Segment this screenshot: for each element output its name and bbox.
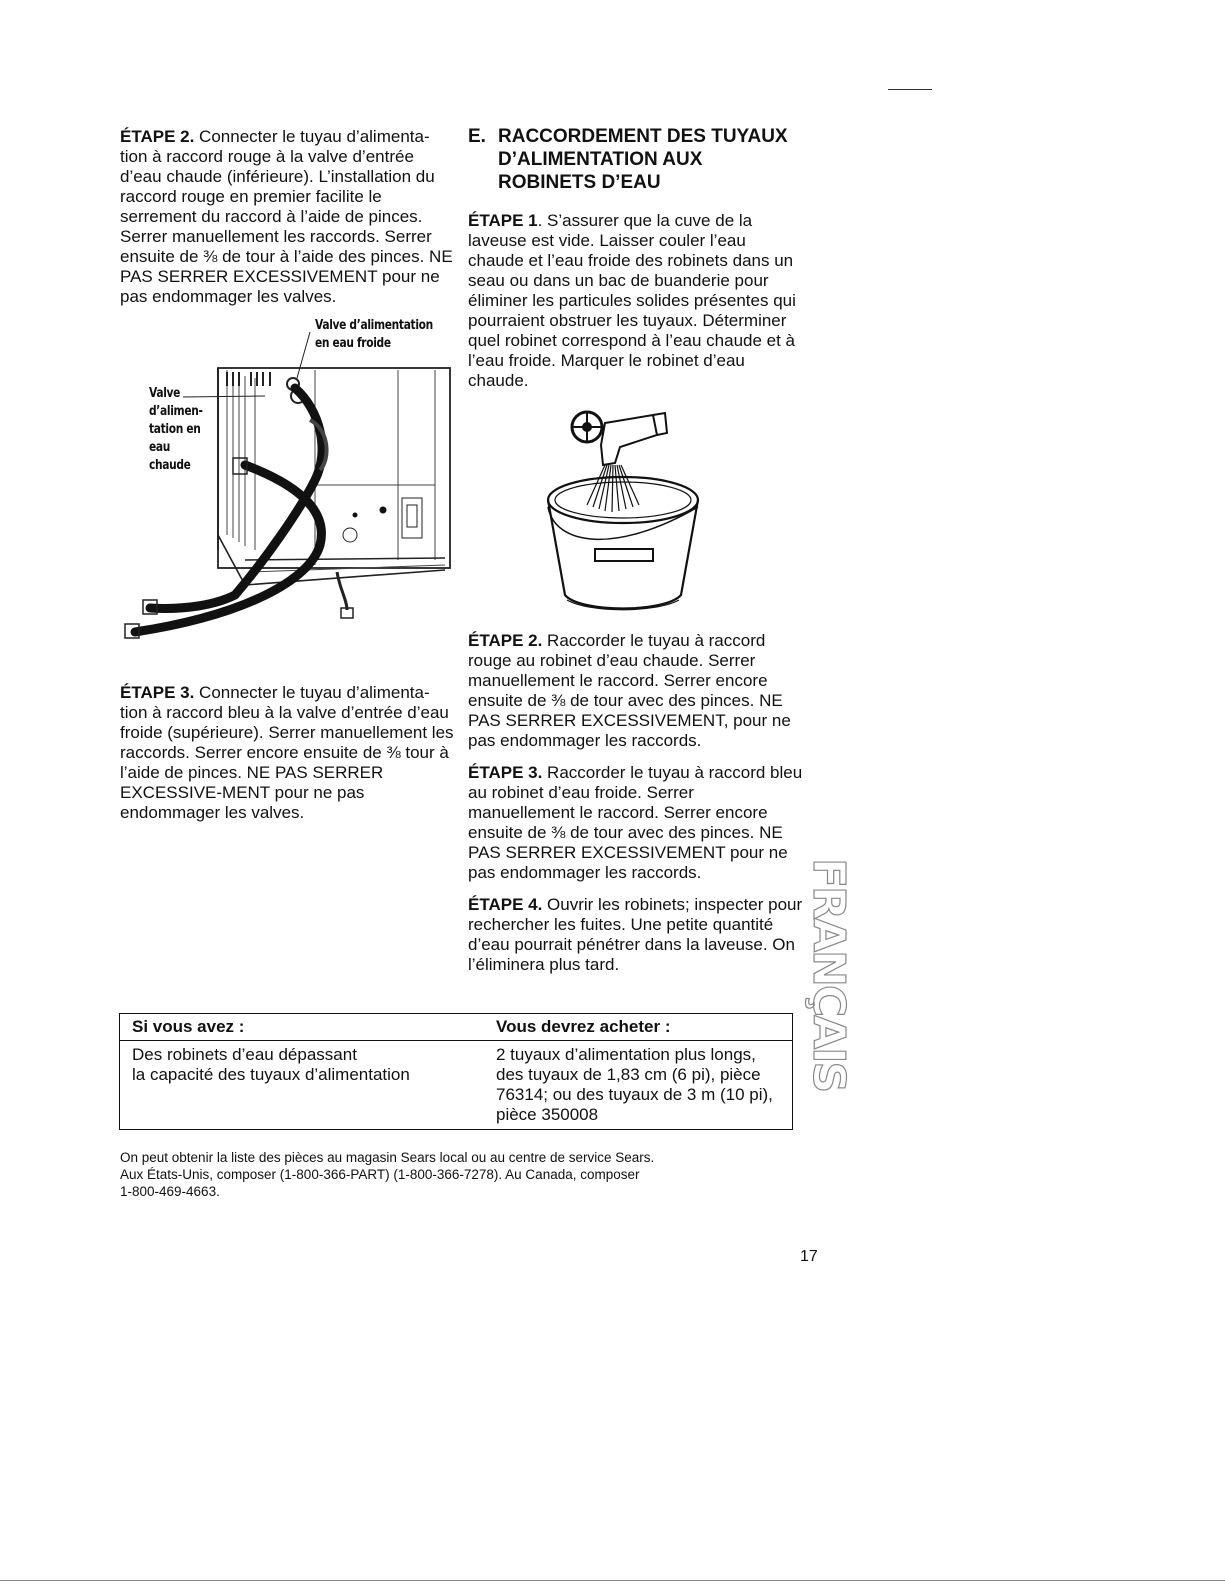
parts-footnote (120, 1149, 800, 1200)
section-heading-letter: E. (468, 126, 486, 147)
left-step2-label: ÉTAPE 2. (120, 127, 195, 146)
parts-table (120, 1014, 792, 1129)
parts-table-header-row (120, 1014, 792, 1041)
label-hot-valve-line2: d’alimen- (149, 404, 203, 419)
right-step3-text: Raccorder le tuyau à raccord bleu au robinet d’eau froide. Serrer manuellement le raccord. Serrer encore ensuite de ⅜ de tour avec des pinces. NE PAS SERRER EXCESSIVEMENT pour ne pas endommager les raccords. (468, 763, 803, 882)
washer-hoses-illustration (115, 310, 460, 645)
parts-table-header-have: Si vous avez : (120, 1014, 484, 1041)
section-heading-line3: ROBINETS D’EAU (498, 172, 661, 193)
right-step4-label: ÉTAPE 4. (468, 895, 543, 914)
top-rule (888, 89, 932, 90)
label-hot-valve-line1: Valve (149, 386, 181, 401)
parts-table-buy-line4: pièce 350008 (496, 1105, 599, 1124)
table-row (120, 1041, 792, 1130)
faucet-bucket-illustration (535, 395, 715, 620)
right-column (468, 125, 803, 403)
right-step3-label: ÉTAPE 3. (468, 763, 543, 782)
right-step1-label: ÉTAPE 1 (468, 211, 538, 230)
language-side-tab: FRANÇAIS (803, 858, 854, 1092)
parts-table-cell-have (120, 1041, 484, 1130)
label-cold-valve-line1: Valve d’alimentation (315, 318, 433, 333)
left-column (120, 127, 455, 319)
label-hot-valve-line3: tation en (149, 422, 201, 437)
right-step1-text: . S’assurer que la cuve de la laveuse est vide. Laisser couler l’eau chaude et l’eau froide des robinets dans un seau ou dans un bac de buanderie pour éliminer les particules solides présentes qui pourraient obstruer les tuyaux. Déterminer quel robinet correspond à l’eau chaude et à l’eau froide. Marquer le robinet d’eau chaude. (468, 211, 796, 390)
parts-table-have-line2: la capacité des tuyaux d’alimentation (132, 1065, 410, 1084)
footnote-line2: Aux États-Unis, composer (1-800-366-PART) (1-800-366-7278). Au Canada, composer (120, 1167, 640, 1182)
right-step2-label: ÉTAPE 2. (468, 631, 543, 650)
parts-table-buy-line3: 76314; ou des tuyaux de 3 m (10 pi), (496, 1085, 773, 1104)
footnote-line3: 1-800-469-4663. (120, 1184, 220, 1199)
washer-figure (115, 310, 460, 645)
label-cold-valve-line2: en eau froide (315, 336, 391, 351)
parts-table-buy-line1: 2 tuyaux d’alimentation plus longs, (496, 1045, 756, 1064)
label-hot-valve-line5: chaude (149, 458, 191, 473)
right-step3 (468, 763, 803, 883)
section-heading (468, 125, 803, 194)
right-step4 (468, 895, 803, 975)
bucket-figure (535, 395, 715, 620)
page-number: 17 (800, 1248, 818, 1265)
right-step1 (468, 211, 803, 391)
left-column-lower (120, 683, 455, 835)
parts-table-cell-buy (484, 1041, 792, 1130)
left-step3-label: ÉTAPE 3. (120, 683, 195, 702)
label-hot-valve-line4: eau (149, 440, 171, 455)
right-column-lower (468, 631, 803, 987)
section-heading-line1: RACCORDEMENT DES TUYAUX (498, 126, 788, 147)
parts-table-box (119, 1013, 793, 1130)
parts-table-header-buy: Vous devrez acheter : (484, 1014, 792, 1041)
parts-table-buy-line2: des tuyaux de 1,83 cm (6 pi), pièce (496, 1065, 761, 1084)
right-step2 (468, 631, 803, 751)
left-step2-text: Connecter le tuyau d’alimenta-tion à raccord rouge à la valve d’entrée d’eau chaude (inférieure). L’installation du raccord rouge en premier facilite le serrement du raccord à l’aide de pinces. Serrer manuellement les raccords. Serrer ensuite de ⅜ de tour à l’aide des pinces. NE PAS SERRER EXCESSIVEMENT pour ne pas endommager les valves. (120, 127, 453, 306)
bottom-edge (0, 1580, 1225, 1581)
left-step3-text: Connecter le tuyau d’alimenta-tion à raccord bleu à la valve d’entrée d’eau froide (supérieure). Serrer manuellement les raccords. Serrer encore ensuite de ⅜ tour à l’aide de pinces. NE PAS SERRER EXCESSIVE-MENT pour ne pas endommager les valves. (120, 683, 454, 822)
section-heading-line2: D’ALIMENTATION AUX (498, 149, 703, 170)
parts-table-have-line1: Des robinets d’eau dépassant (132, 1045, 357, 1064)
footnote-line1: On peut obtenir la liste des pièces au magasin Sears local ou au centre de service Sears. (120, 1150, 655, 1165)
right-step4-text: Ouvrir les robinets; inspecter pour rechercher les fuites. Une petite quantité d’eau pourrait pénétrer dans la laveuse. On l’éliminera plus tard. (468, 895, 803, 974)
left-step2 (120, 127, 455, 307)
right-step2-text: Raccorder le tuyau à raccord rouge au robinet d’eau chaude. Serrer manuellement le raccord. Serrer encore ensuite de ⅜ de tour avec des pinces. NE PAS SERRER EXCESSIVEMENT, pour ne pas endommager les raccords. (468, 631, 791, 750)
left-step3 (120, 683, 455, 823)
